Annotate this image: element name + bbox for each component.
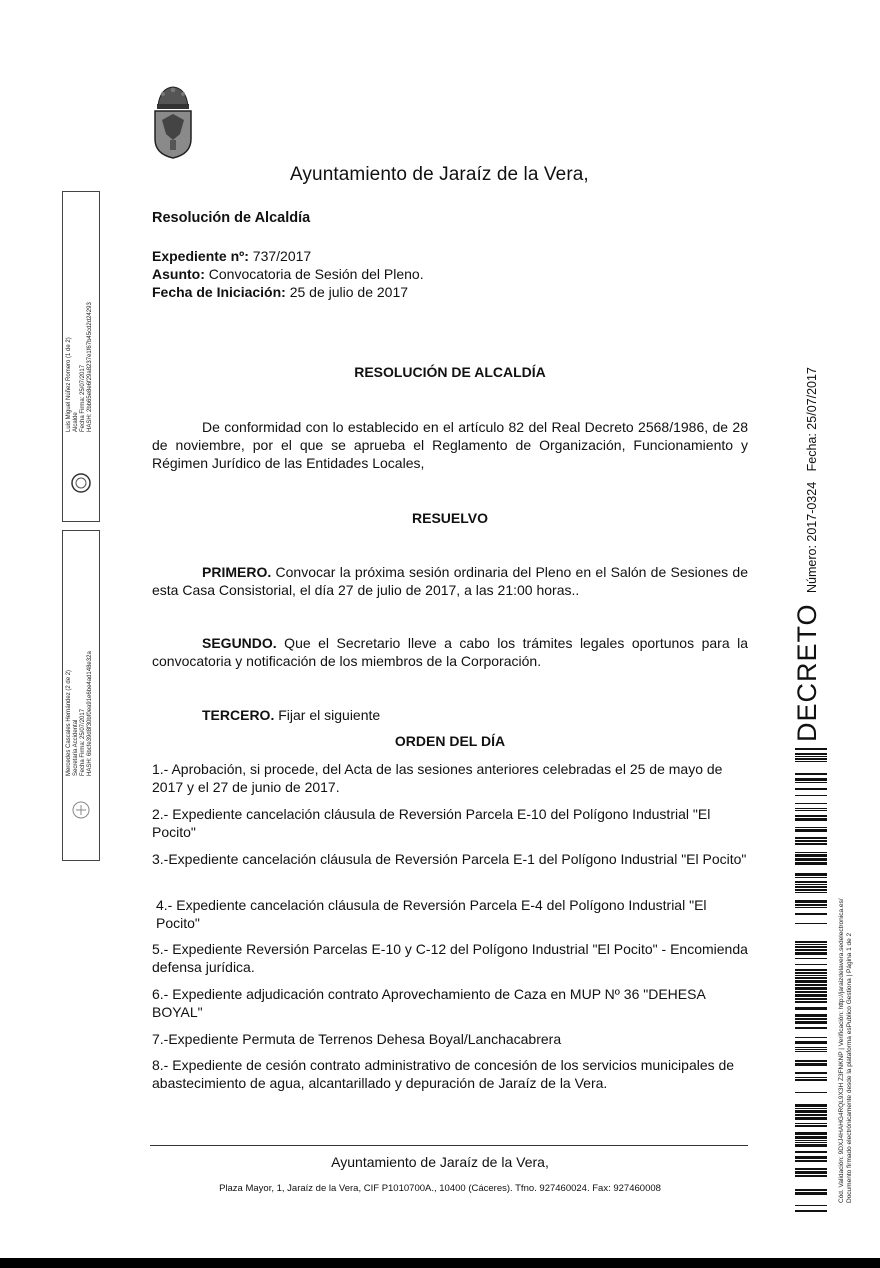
signature-box xyxy=(62,191,100,522)
intro-paragraph: De conformidad con lo establecido en el artículo 82 del Real Decreto 2568/1986, de 28 de noviembre, por el que se aprueba el Reglamento de Organización, Funcionamiento y Régimen Jurídico de las Entidades Locales, xyxy=(152,419,748,471)
primero-text: Convocar la próxima sesión ordinaria del Pleno en el Salón de Sesiones de esta Casa Consistorial, el día 27 de julio de 2017, a las 21:00 horas.. xyxy=(152,564,748,598)
signature-text xyxy=(66,302,94,432)
agenda-item: 2.- Expediente cancelación cláusula de Reversión Parcela E-10 del Polígono Industrial "El Pocito" xyxy=(152,806,711,840)
expediente-line xyxy=(152,247,311,265)
segundo-label: SEGUNDO. xyxy=(202,635,277,651)
agenda-item: 3.-Expediente cancelación cláusula de Reversión Parcela E-1 del Polígono Industrial "El Pocito" xyxy=(152,851,747,867)
agenda-item: 7.-Expediente Permuta de Terrenos Dehesa Boyal/Lanchacabrera xyxy=(152,1031,562,1047)
fecha-line xyxy=(152,283,408,301)
decreto-stamp xyxy=(792,367,823,742)
footer-title: Ayuntamiento de Jaraíz de la Vera, xyxy=(331,1154,549,1170)
decreto-label: DECRETO xyxy=(792,603,822,742)
signature-hash: HASH: 6bcfe39d8f30bf0ea91e6be4ad148e32a xyxy=(87,651,93,776)
signer-role: Alcalde xyxy=(73,412,79,432)
resolution-heading: RESOLUCIÓN DE ALCALDÍA xyxy=(354,364,546,380)
coat-of-arms-logo xyxy=(150,84,196,160)
tercero-text: Fijar el siguiente xyxy=(274,707,381,723)
orden-del-dia-heading: ORDEN DEL DÍA xyxy=(394,733,506,749)
asunto-line xyxy=(152,265,424,283)
signature-box xyxy=(62,530,100,861)
tercero-label: TERCERO. xyxy=(202,707,275,723)
decreto-numero: Número: 2017-0324 xyxy=(805,481,819,594)
expediente-label: Expediente nº: xyxy=(152,248,249,264)
signer-role: Secretaria Accidental xyxy=(73,719,79,776)
agenda-item: 6.- Expediente adjudicación contrato Aprovechamiento de Caza en MUP Nº 36 "DEHESA BOYAL" xyxy=(152,986,706,1020)
primero-label: PRIMERO. xyxy=(202,564,272,580)
agenda-item: 4.- Expediente cancelación cláusula de Reversión Parcela E-4 del Polígono Industrial "El Pocito" xyxy=(156,897,707,931)
agenda-item: 1.- Aprobación, si procede, del Acta de las sesiones anteriores celebradas el 25 de mayo de 2017 y el 27 de junio de 2017. xyxy=(152,761,723,795)
validation-line: Cód. Validación: 9DXJ4HAHG4RQL9X3H Z3FNKNP | Verificación: http://jaraizdelavera.sedelectronica.es/ xyxy=(838,898,845,1203)
segundo-paragraph xyxy=(152,634,748,670)
expediente-value: 737/2017 xyxy=(248,248,312,264)
segundo-text: Que el Secretario lleve a cabo los trámites legales oportunos para la convocatoria y notificación de los miembros de la Corporación. xyxy=(152,635,748,669)
signature-text xyxy=(66,651,94,776)
resuelvo-heading: RESUELVO xyxy=(412,510,488,526)
organization-title: Ayuntamiento de Jaraíz de la Vera, xyxy=(290,164,589,185)
seal-icon xyxy=(70,472,92,494)
signature-hash: HASH: 2bb65e8e6f29a8237e1f67b45cd2d24293 xyxy=(87,302,93,432)
fecha-value: 25 de julio de 2017 xyxy=(285,284,409,300)
primero-paragraph xyxy=(152,563,748,599)
scan-border xyxy=(0,1258,880,1268)
agenda-item: 5.- Expediente Reversión Parcelas E-10 y C-12 del Polígono Industrial "El Pocito" - Encomienda defensa jurídica. xyxy=(152,941,748,975)
agenda-item: 8.- Expediente de cesión contrato administrativo de concesión de los servicios municipales de abastecimiento de agua, alcantarillado y depuración de Jaraíz de la Vera. xyxy=(152,1057,735,1091)
asunto-value: Convocatoria de Sesión del Pleno. xyxy=(204,266,424,282)
signer-name: Luis Miguel Núñez Romero (1 de 2) xyxy=(66,337,72,432)
fecha-label: Fecha de Iniciación: xyxy=(152,284,286,300)
tercero-paragraph xyxy=(202,706,380,724)
asunto-label: Asunto: xyxy=(152,266,205,282)
validation-line: Documento firmado electrónicamente desde la plataforma esPublico Gestiona | Página 1 de 2 xyxy=(846,932,853,1203)
signature-date: Fecha Firma: 25/07/2017 xyxy=(80,364,86,432)
footer-address: Plaza Mayor, 1, Jaraíz de la Vera, CIF P1010700A., 10400 (Cáceres). Tfno. 927460024. Fax: 927460008 xyxy=(219,1183,661,1194)
seal-icon xyxy=(70,799,92,821)
signer-name: Mercedes Cascales Hernández (2 de 2) xyxy=(66,669,72,776)
resolution-type: Resolución de Alcaldía xyxy=(152,210,311,226)
signature-date: Fecha Firma: 25/07/2017 xyxy=(80,708,86,776)
decreto-fecha: Fecha: 25/07/2017 xyxy=(805,367,819,472)
barcode xyxy=(795,748,827,1215)
footer-divider xyxy=(150,1145,748,1146)
